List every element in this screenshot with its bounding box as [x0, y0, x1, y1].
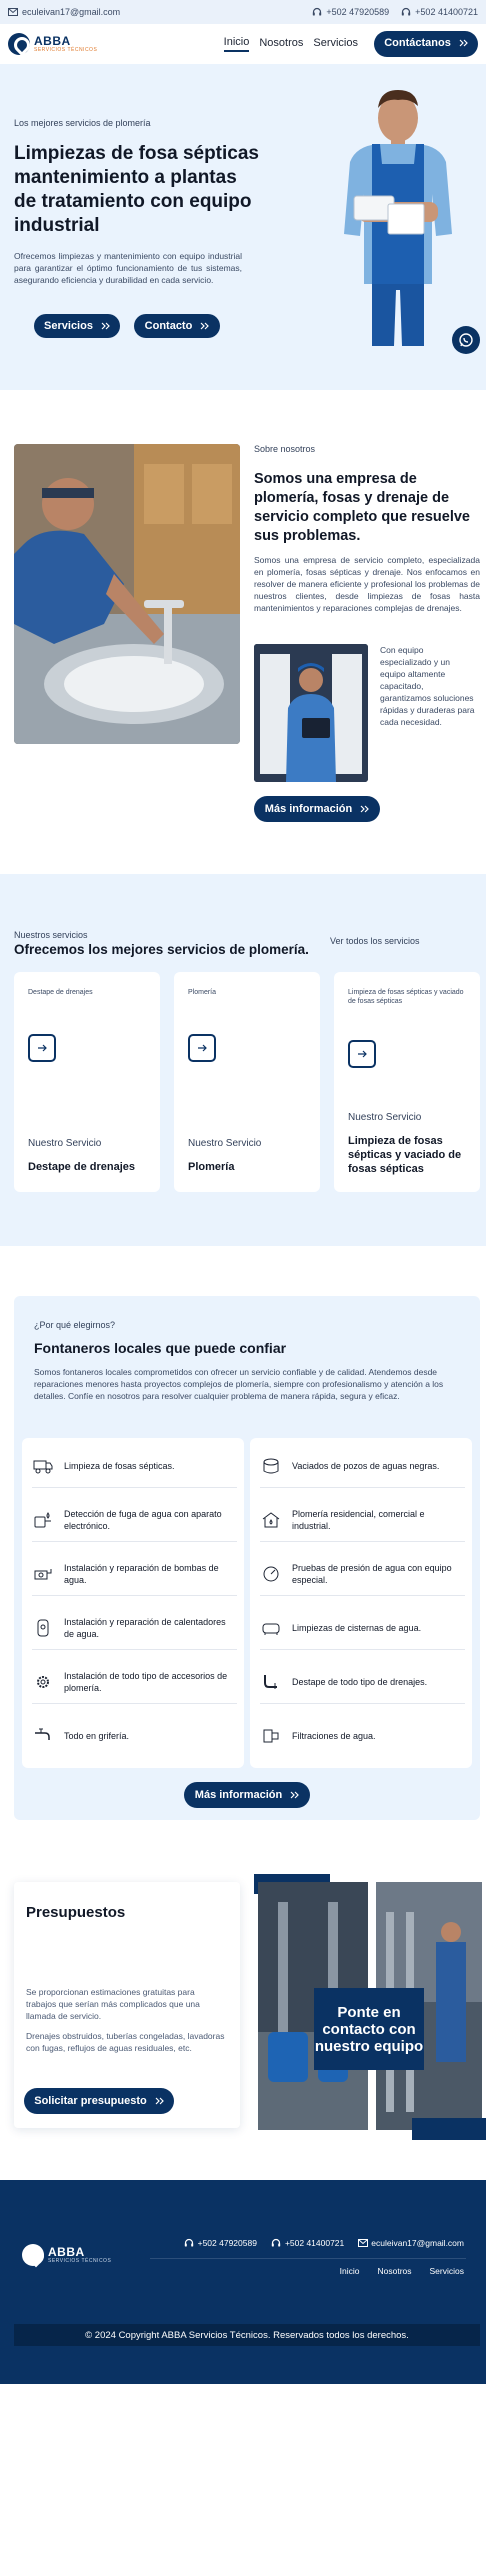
service-card-tag: Plomería [188, 989, 217, 996]
hero-section [0, 64, 486, 390]
leak-detector-icon [32, 1509, 54, 1531]
topbar-phone-1-text: +502 47920589 [326, 7, 390, 17]
chevron-double-right-icon [200, 322, 209, 330]
headset-icon [271, 2238, 281, 2248]
water-pump-icon [32, 1563, 54, 1585]
footer-divider [150, 2258, 466, 2259]
view-all-services-link[interactable]: Ver todos los servicios [330, 936, 420, 946]
request-budget-label: Solicitar presupuesto [34, 2095, 147, 2107]
why-item [260, 1606, 465, 1650]
copyright-text: © 2024 Copyright ABBA Servicios Técnicos. Reservados todos los derechos. [85, 2329, 409, 2341]
service-card-plomeria[interactable] [174, 972, 320, 1192]
hero-description: Ofrecemos limpiezas y mantenimiento con equipo industrial para garantizar el óptimo funcionamiento de tus sistemas, asegurando eficiencia y durabilidad en cada servicio. [14, 251, 242, 285]
hero-contact-button[interactable] [134, 314, 220, 338]
nav-inicio[interactable]: Inicio [224, 36, 250, 52]
why-item [32, 1660, 237, 1704]
main-nav [224, 31, 478, 57]
about-title: Somos una empresa de plomería, fosas y drenaje de servicio completo que resuelve sus problemas. [254, 471, 470, 544]
top-bar [0, 0, 486, 24]
budget-paragraph-2: Drenajes obstruidos, tuberías congeladas, lavadoras con fugas, reflujos de aguas residuales, etc. [26, 2031, 225, 2053]
why-item-text: Detección de fuga de agua con aparato electrónico. [64, 1508, 222, 1531]
why-item-text: Plomería residencial, comercial e industrial. [292, 1508, 425, 1531]
about-eyebrow: Sobre nosotros [254, 444, 316, 454]
service-card-label: Nuestro Servicio [28, 1138, 102, 1149]
contact-banner[interactable]: Ponte en contacto con nuestro equipo [314, 1988, 424, 2070]
plumber-image [336, 84, 460, 346]
about-paragraph: Somos una empresa de servicio completo, especializada en plomería, fosas sépticas y drenaje. Nos enfocamos en resolver de manera eficiente y profesional los problemas de nuestros clientes, desde limpiezas de fosas hasta mantenimientos y reparaciones complejas de drenajes. [254, 555, 480, 613]
chevron-double-right-icon [459, 39, 468, 49]
whatsapp-icon [458, 332, 474, 348]
footer-phone-1-text: +502 47920589 [197, 2238, 257, 2248]
arrow-right-icon[interactable] [348, 1040, 376, 1068]
services-eyebrow: Nuestros servicios [14, 930, 88, 940]
chevron-double-right-icon [155, 2097, 164, 2105]
why-eyebrow: ¿Por qué elegirnos? [34, 1320, 116, 1330]
services-button[interactable] [34, 314, 120, 338]
service-card-name: Limpieza de fosas sépticas y vaciado de fosas sépticas [348, 1135, 462, 1175]
about-equipment-text: Con equipo especializado y un equipo altamente capacitado, garantizamos soluciones rápidas y duraderas para cada necesidad. [380, 645, 475, 727]
headset-icon [401, 7, 411, 17]
hero-contact-button-label: Contacto [144, 320, 193, 332]
budget-card [14, 1882, 240, 2128]
decorative-block [412, 2118, 486, 2140]
headset-icon [184, 2238, 194, 2248]
mail-icon [8, 8, 18, 16]
why-item [32, 1552, 237, 1596]
services-title: Ofrecemos los mejores servicios de plomería. [14, 942, 309, 957]
why-item-text: Instalación y reparación de calentadores de agua. [64, 1616, 226, 1639]
topbar-phone-1[interactable] [312, 7, 389, 17]
site-header [0, 24, 486, 64]
copyright-bar [14, 2324, 480, 2346]
technician-image [254, 644, 368, 782]
footer-logo[interactable] [22, 2244, 111, 2266]
footer-contacts [184, 2238, 464, 2248]
footer-phone-2-text: +502 41400721 [284, 2238, 345, 2248]
service-card-label: Nuestro Servicio [188, 1138, 262, 1149]
service-card-drenajes[interactable] [14, 972, 160, 1192]
contact-button-label: Contáctanos [384, 37, 451, 49]
why-item [260, 1714, 465, 1758]
footer-link-inicio[interactable]: Inicio [339, 2266, 360, 2276]
why-item-text: Pruebas de presión de agua con equipo especial. [292, 1562, 452, 1585]
septic-truck-icon [32, 1455, 54, 1477]
logo-mark-icon [22, 2244, 44, 2266]
whatsapp-button[interactable] [452, 326, 480, 354]
why-item [32, 1714, 237, 1758]
why-item-text: Instalación y reparación de bombas de agua. [64, 1562, 219, 1585]
faucet-icon [32, 1725, 54, 1747]
why-item-text: Todo en grifería. [64, 1731, 130, 1741]
footer-nav [340, 2266, 464, 2276]
topbar-phone-2[interactable] [401, 7, 478, 17]
why-more-info-label: Más información [194, 1789, 283, 1801]
sewage-well-icon [260, 1455, 282, 1477]
footer-phone-2[interactable] [271, 2238, 344, 2248]
hero-title: Limpiezas de fosa sépticas mantenimiento a plantas de tratamiento con equipo industrial [14, 143, 259, 236]
why-item-text: Limpiezas de cisternas de agua. [292, 1622, 422, 1633]
footer-phone-1[interactable] [184, 2238, 257, 2248]
why-item-text: Destape de todo tipo de drenajes. [292, 1676, 428, 1687]
why-item [260, 1552, 465, 1596]
mail-icon [358, 2239, 368, 2247]
service-card-label: Nuestro Servicio [348, 1112, 422, 1123]
logo-mark-icon [8, 33, 30, 55]
footer-link-nosotros[interactable]: Nosotros [377, 2266, 412, 2276]
service-card-tag: Limpieza de fosas sépticas y vaciado de fosas sépticas [348, 989, 464, 1005]
logo[interactable] [8, 33, 97, 55]
footer-logo-subtitle: SERVICIOS TÉCNICOS [48, 2258, 112, 2264]
site-footer [0, 2180, 486, 2384]
why-list-left [22, 1438, 244, 1768]
gear-icon [32, 1671, 54, 1693]
why-item [32, 1606, 237, 1650]
chevron-double-right-icon [290, 1791, 299, 1799]
logo-subtitle: SERVICIOS TÉCNICOS [34, 47, 98, 53]
hero-eyebrow: Los mejores servicios de plomería [14, 118, 151, 128]
why-choose-us-section [14, 1296, 480, 1820]
pressure-gauge-icon [260, 1563, 282, 1585]
arrow-right-icon[interactable] [28, 1034, 56, 1062]
budget-title: Presupuestos [26, 1904, 126, 1921]
footer-email-text: eculeivan17@gmail.com [371, 2238, 464, 2248]
topbar-email[interactable] [8, 7, 120, 17]
budget-paragraph-1: Se proporcionan estimaciones gratuitas para trabajos que serían más complicados que una llamada de servicio. [26, 1987, 200, 2021]
logo-title: ABBA [34, 34, 71, 48]
why-item [32, 1498, 237, 1542]
why-item-text: Limpieza de fosas sépticas. [64, 1460, 175, 1471]
service-card-tag: Destape de drenajes [28, 989, 93, 996]
services-section [0, 874, 486, 1246]
topbar-email-text: eculeivan17@gmail.com [22, 7, 121, 17]
why-item [260, 1498, 465, 1542]
topbar-phone-2-text: +502 41400721 [415, 7, 478, 17]
footer-logo-title: ABBA [48, 2245, 85, 2259]
why-title: Fontaneros locales que puede confiar [34, 1340, 287, 1356]
footer-email[interactable] [358, 2238, 464, 2248]
drain-pipe-icon [260, 1671, 282, 1693]
service-card-fosas[interactable] [334, 972, 480, 1192]
about-more-info-label: Más información [264, 803, 353, 815]
nav-servicios[interactable]: Servicios [313, 37, 358, 49]
why-item [260, 1660, 465, 1704]
chevron-double-right-icon [360, 805, 369, 813]
chevron-double-right-icon [101, 322, 110, 330]
why-item-text: Instalación de todo tipo de accesorios de plomería. [64, 1670, 228, 1693]
why-description: Somos fontaneros locales comprometidos con ofrecer un servicio confiable y de calidad. Atendemos desde reparaciones menores hasta proyectos complejos de plomería, siempre con profesionalismo y atención a los detalles. Confíe en nosotros para resolver cualquier problema de manera rápida, segura y eficaz. [34, 1367, 444, 1401]
nav-nosotros[interactable]: Nosotros [259, 37, 304, 49]
water-heater-icon [32, 1617, 54, 1639]
cistern-icon [260, 1617, 282, 1639]
services-button-label: Servicios [44, 320, 93, 332]
request-budget-button[interactable] [24, 2088, 174, 2114]
plumber-sink-image [14, 444, 240, 744]
why-item [260, 1444, 465, 1488]
arrow-right-icon[interactable] [188, 1034, 216, 1062]
contact-button[interactable] [374, 31, 478, 57]
why-more-info-button[interactable] [184, 1782, 310, 1808]
why-item-text: Filtraciones de agua. [292, 1731, 376, 1741]
why-list-right [250, 1438, 472, 1768]
house-icon [260, 1509, 282, 1531]
service-card-name: Plomería [188, 1161, 235, 1173]
headset-icon [312, 7, 322, 17]
water-filter-icon [260, 1725, 282, 1747]
topbar-phones [312, 7, 478, 17]
why-item [32, 1444, 237, 1488]
footer-link-servicios[interactable]: Servicios [429, 2266, 464, 2276]
why-item-text: Vaciados de pozos de aguas negras. [292, 1460, 440, 1471]
about-more-info-button[interactable] [254, 796, 380, 822]
service-card-name: Destape de drenajes [28, 1161, 135, 1173]
